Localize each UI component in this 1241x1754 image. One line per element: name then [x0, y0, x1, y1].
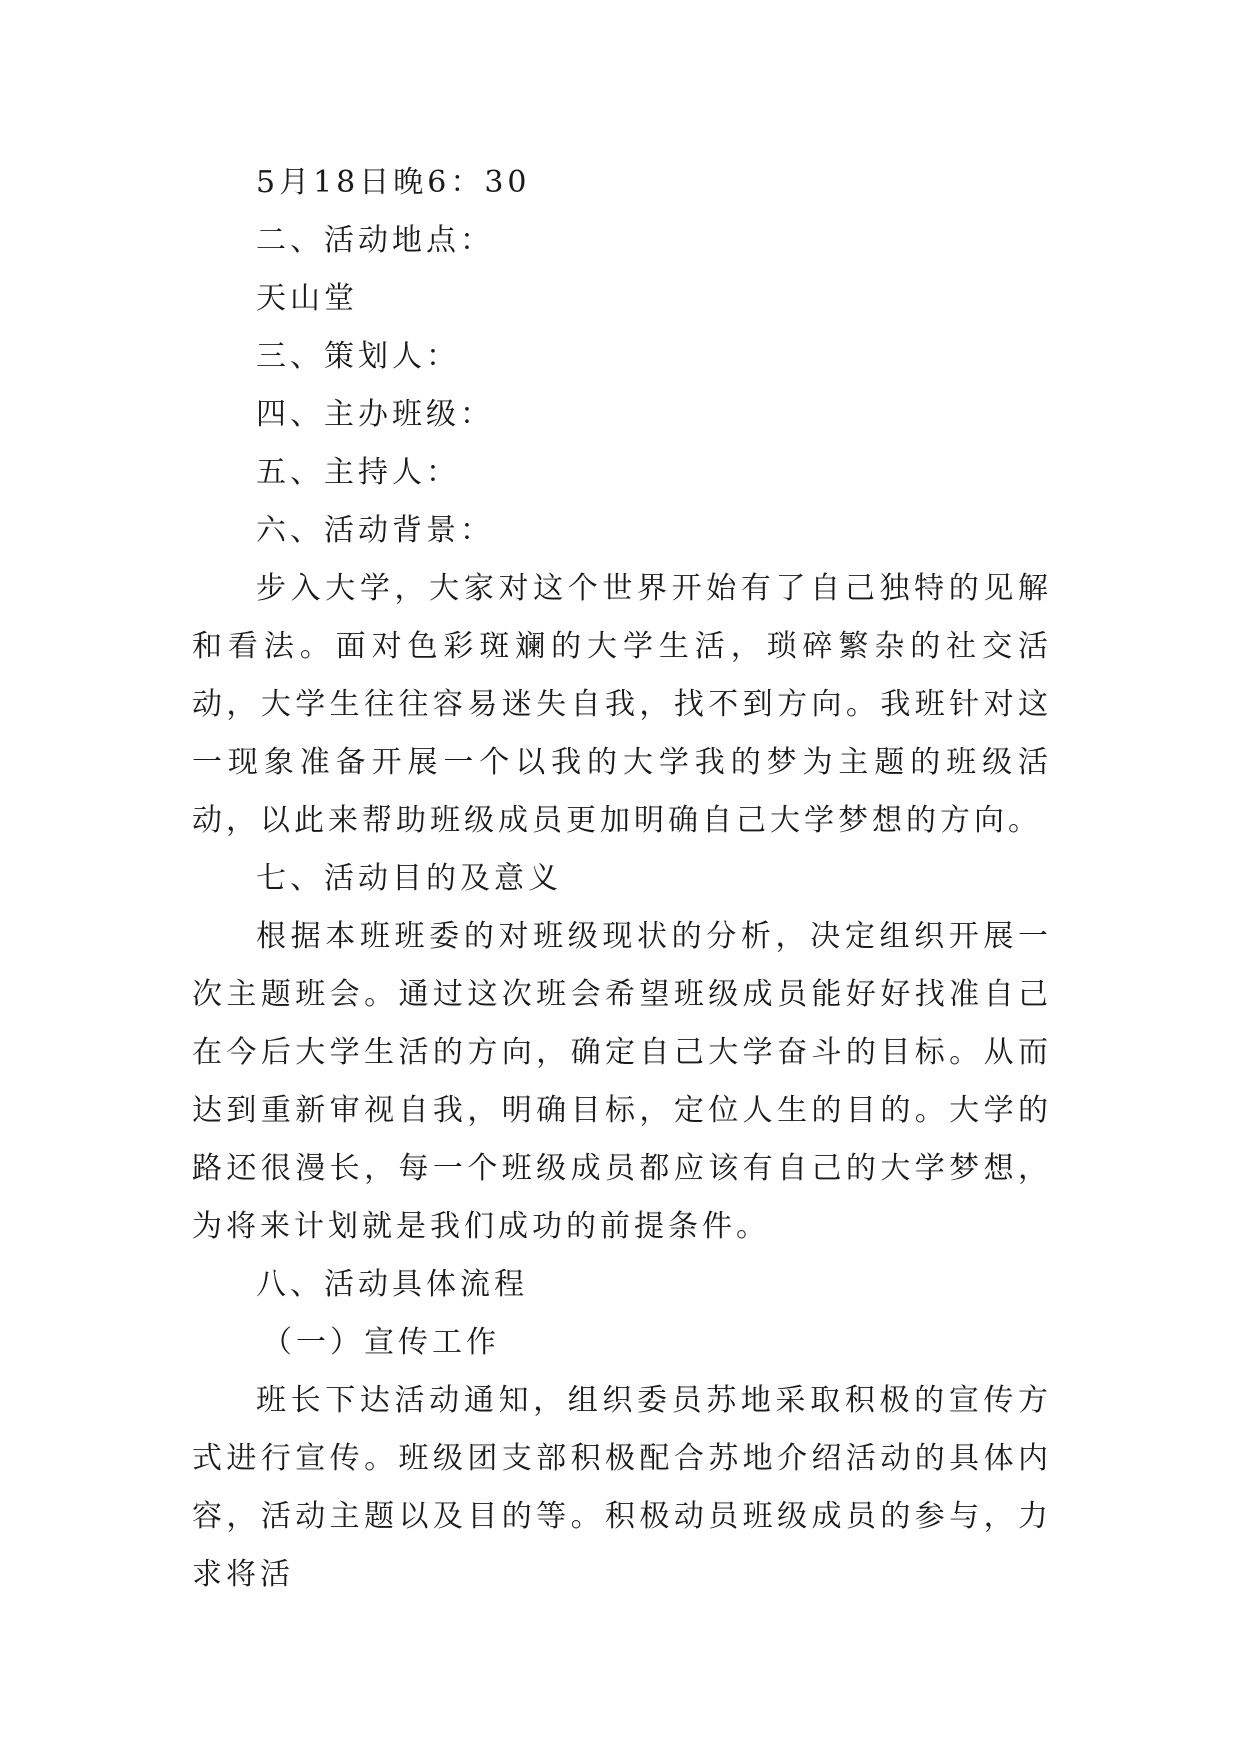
activity-time-line: 5月18日晚6：30: [256, 165, 531, 200]
publicity-paragraph: 班长下达活动通知，组织委员苏地采取积极的宣传方式进行宣传。班级团支部积极配合苏地介绍活动的具体内容，活动主题以及目的等。积极动员班级成员的参与，力求将活: [192, 1383, 1052, 1592]
planner-heading: 三、策划人：: [256, 339, 460, 374]
activity-location-value: 天山堂: [256, 281, 358, 316]
document-body: [192, 154, 1052, 1604]
purpose-paragraph: 根据本班班委的对班级现状的分析，决定组织开展一次主题班会。通过这次班会希望班级成员能好好找准自己在今后大学生活的方向，确定自己大学奋斗的目标。从而达到重新审视自我，明确目标，定位人生的目的。大学的路还很漫长，每一个班级成员都应该有自己的大学梦想，为将来计划就是我们成功的前提条件。: [192, 919, 1052, 1244]
publicity-subheading: （一）宣传工作: [262, 1325, 500, 1360]
background-heading: 六、活动背景：: [256, 513, 494, 548]
background-paragraph: 步入大学，大家对这个世界开始有了自己独特的见解和看法。面对色彩斑斓的大学生活，琐碎繁杂的社交活动，大学生往往容易迷失自我，找不到方向。我班针对这一现象准备开展一个以我的大学我的梦为主题的班级活动，以此来帮助班级成员更加明确自己大学梦想的方向。: [192, 571, 1052, 838]
activity-location-heading: 二、活动地点：: [256, 223, 494, 258]
host-class-heading: 四、主办班级：: [256, 397, 494, 432]
process-heading: 八、活动具体流程: [256, 1267, 528, 1302]
emcee-heading: 五、主持人：: [256, 455, 460, 490]
purpose-heading: 七、活动目的及意义: [256, 861, 562, 896]
